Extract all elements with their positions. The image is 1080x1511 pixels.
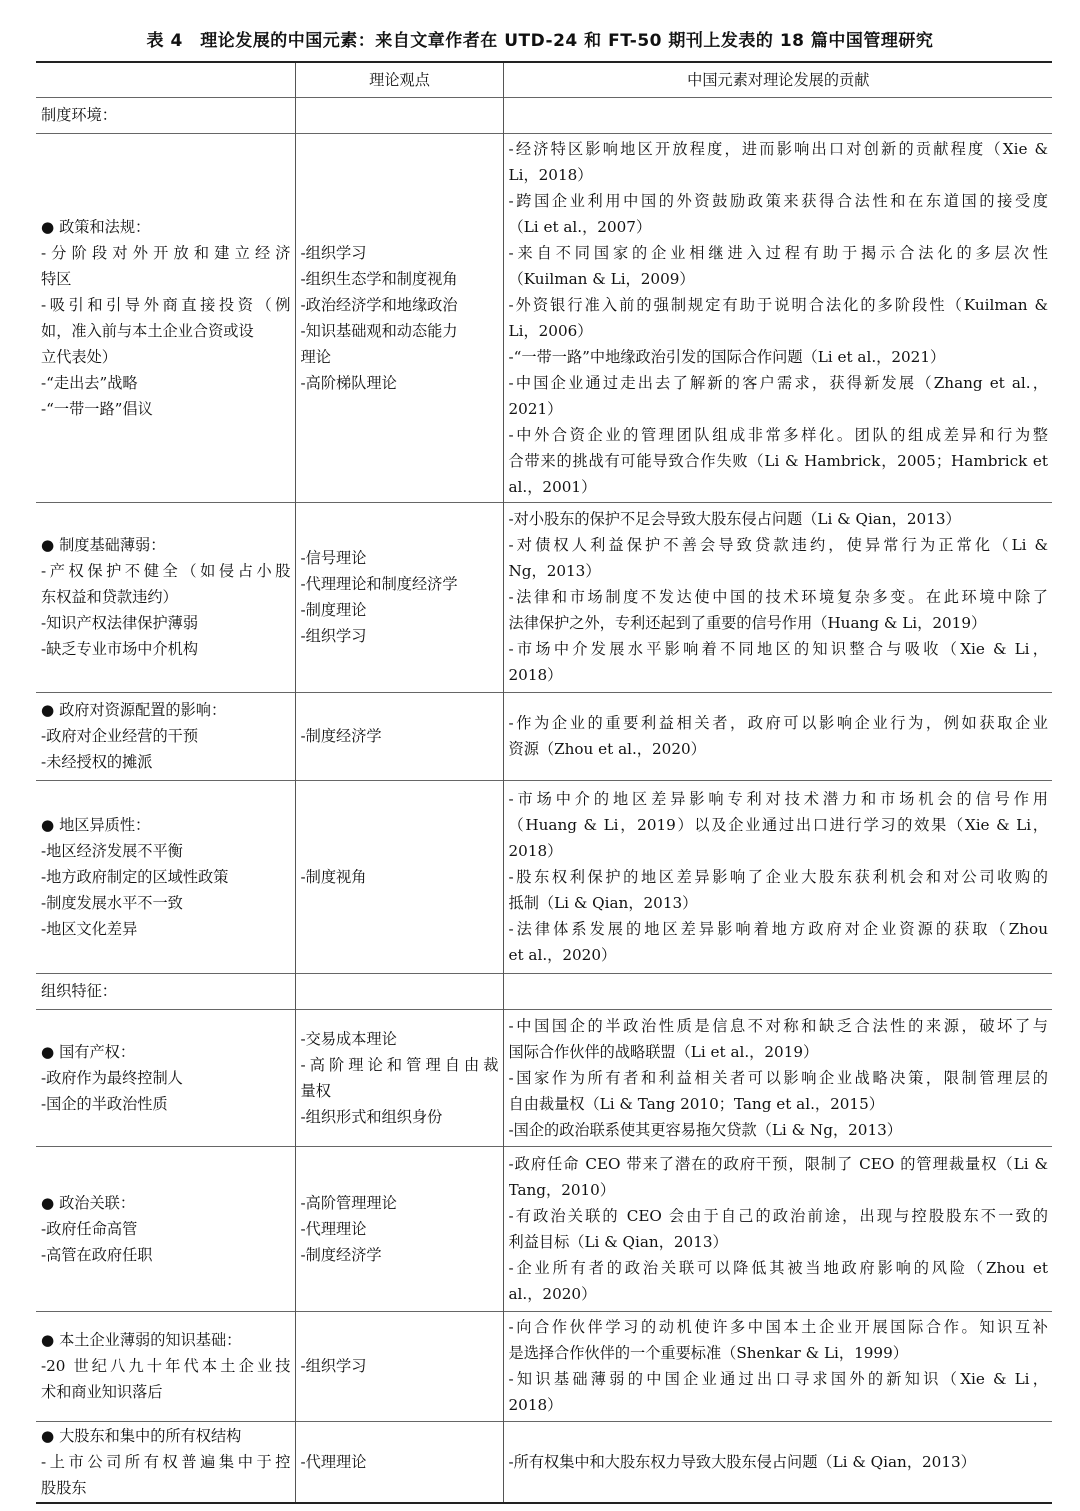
row-category [36, 502, 295, 692]
cell-line: -吸引和引导外商直接投资（例 [41, 295, 291, 314]
cell-line: 资源（Zhou et al.，2020） [508, 740, 706, 758]
row-contribution [503, 502, 1052, 692]
row-theory [295, 692, 503, 780]
cell-line: -代理理论和制度经济学 [300, 575, 458, 593]
row-theory [295, 502, 503, 692]
cell-line: 法律保护之外，专利还起到了重要的信号作用（Huang & Li，2019） [508, 614, 987, 632]
cell-line: -知识基础观和动态能力 [300, 321, 458, 340]
header-col-category [36, 62, 295, 97]
cell-line: ● 政策和法规： [41, 217, 151, 236]
cell-line: -地区文化差异 [41, 919, 138, 938]
table-title: 表 4 理论发展的中国元素：来自文章作者在 UTD-24 和 FT-50 期刊上发表的 18 篇中国管理研究 [146, 31, 934, 51]
section-row-organizational [36, 973, 1052, 1009]
table-row [36, 1009, 1052, 1146]
cell-line: 利益目标（Li & Qian，2013） [508, 1232, 728, 1251]
cell-line: -代理理论 [300, 1452, 367, 1471]
row-category [36, 1311, 295, 1421]
cell-line: -未经授权的摊派 [41, 753, 153, 771]
table-row [36, 1311, 1052, 1421]
cell-line: （Kuilman & Li，2009） [508, 269, 695, 288]
table-row [36, 133, 1052, 502]
cell-line: -组织形式和组织身份 [300, 1107, 443, 1126]
cell-line: -作为企业的重要利益相关者，政府可以影响企业行为，例如获取企业 [508, 714, 1048, 732]
section-label: 组织特征： [36, 973, 295, 1009]
cell-line: ● 本土企业薄弱的知识基础： [41, 1331, 242, 1349]
cell-line: -国企的半政治性质 [41, 1094, 168, 1113]
row-category [36, 1146, 295, 1311]
cell-line: -制度视角 [300, 867, 367, 886]
cell-line: 量权 [300, 1081, 331, 1100]
cell-line: -组织生态学和制度视角 [300, 269, 458, 288]
table-row [36, 502, 1052, 692]
cell-line: -经济特区影响地区开放程度，进而影响出口对创新的贡献程度（Xie & [508, 139, 1048, 158]
cell-line: Tang，2010） [508, 1180, 616, 1199]
cell-line: ● 政府对资源配置的影响： [41, 701, 227, 719]
header-col-contribution: 中国元素对理论发展的贡献 [503, 62, 1052, 97]
cell-line: -地区经济发展不平衡 [41, 841, 183, 860]
cell-line: al.，2020） [508, 1284, 597, 1303]
table-row [36, 780, 1052, 973]
cell-line: -法律和市场制度不发达使中国的技术环境复杂多变。在此环境中除了 [508, 588, 1048, 606]
cell-line: ● 大股东和集中的所有权结构 [41, 1426, 242, 1445]
cell-line: Ng，2013） [508, 562, 601, 580]
cell-line: （Huang & Li，2019）以及企业通过出口进行学习的效果（Xie & Li， [508, 815, 1048, 834]
table-row [36, 1146, 1052, 1311]
cell-line: -制度理论 [300, 601, 367, 619]
row-contribution [503, 133, 1052, 502]
row-theory [295, 1146, 503, 1311]
cell-line: 理论 [300, 347, 331, 366]
row-category [36, 1009, 295, 1146]
header-row [36, 62, 1052, 97]
section-row-institutional [36, 97, 1052, 133]
cell-line: 立代表处） [41, 347, 117, 366]
cell-line: -高阶管理理论 [300, 1193, 397, 1212]
cell-line: -缺乏专业市场中介机构 [41, 640, 199, 658]
header-col-theory: 理论观点 [295, 62, 503, 97]
cell-line: 2021） [508, 399, 563, 418]
cell-line: -对债权人利益保护不善会导致贷款违约，使异常行为正常化（Li & [508, 536, 1048, 554]
cell-line: 如，准入前与本土企业合资或设 [41, 321, 254, 340]
cell-line: 东权益和贷款违约） [41, 588, 178, 606]
cell-line: 合带来的挑战有可能导致合作失败（Li & Hambrick，2005；Hambrick et [508, 451, 1048, 470]
cell-line: -市场中介发展水平影响着不同地区的知识整合与吸收（Xie & Li， [508, 640, 1048, 658]
row-theory [295, 780, 503, 973]
cell-line: -地方政府制定的区域性政策 [41, 867, 229, 886]
cell-line: 抵制（Li & Qian，2013） [508, 893, 698, 912]
cell-line: -“一带一路”倡议 [41, 399, 153, 418]
cell-line: 国际合作伙伴的战略联盟（Li et al.，2019） [508, 1042, 819, 1061]
cell-line: -向合作伙伴学习的动机使许多中国本土企业开展国际合作。知识互补 [508, 1318, 1048, 1336]
cell-line: -“一带一路”中地缘政治引发的国际合作问题（Li et al.，2021） [508, 347, 946, 366]
row-category [36, 1421, 295, 1503]
row-contribution [503, 1311, 1052, 1421]
cell-line: -制度经济学 [300, 1245, 382, 1264]
research-table [36, 61, 1052, 1504]
cell-line: -产权保护不健全（如侵占小股 [41, 562, 291, 580]
cell-line: -所有权集中和大股东权力导致大股东侵占问题（Li & Qian，2013） [508, 1452, 976, 1471]
cell-line: -中国企业通过走出去了解新的客户需求，获得新发展（Zhang et al.， [508, 373, 1048, 392]
row-theory [295, 1421, 503, 1503]
cell-line: -中国国企的半政治性质是信息不对称和缺乏合法性的来源，破坏了与 [508, 1016, 1048, 1035]
row-contribution [503, 1146, 1052, 1311]
cell-line: -分阶段对外开放和建立经济 [41, 243, 291, 262]
cell-line: -有政治关联的 CEO 会由于自己的政治前途，出现与控股股东不一致的 [508, 1206, 1048, 1225]
cell-line: et al.，2020） [508, 945, 617, 964]
cell-line: -来自不同国家的企业相继进入过程有助于揭示合法化的多层次性 [508, 243, 1048, 262]
cell-line: 术和商业知识落后 [41, 1383, 163, 1401]
cell-line: -政治经济学和地缘政治 [300, 295, 458, 314]
row-category [36, 133, 295, 502]
row-contribution [503, 1009, 1052, 1146]
cell-line: -国企的政治联系使其更容易拖欠贷款（Li & Ng，2013） [508, 1120, 902, 1139]
cell-line: -政府任命高管 [41, 1219, 138, 1238]
cell-line: ● 制度基础薄弱： [41, 536, 166, 554]
cell-line: 2018） [508, 1396, 563, 1414]
cell-line: -知识产权法律保护薄弱 [41, 614, 199, 632]
cell-line: -国家作为所有者和利益相关者可以影响企业战略决策，限制管理层的 [508, 1068, 1048, 1087]
cell-line: -法律体系发展的地区差异影响着地方政府对企业资源的获取（Zhou [508, 919, 1048, 938]
cell-line: -外资银行准入前的强制规定有助于说明合法化的多阶段性（Kuilman & [508, 295, 1048, 314]
cell-line: -代理理论 [300, 1219, 367, 1238]
cell-line: -信号理论 [300, 549, 367, 567]
cell-line: -对小股东的保护不足会导致大股东侵占问题（Li & Qian，2013） [508, 510, 961, 528]
section-label: 制度环境： [36, 97, 295, 133]
cell-line: 股股东 [41, 1478, 87, 1497]
cell-line: 是选择合作伙伴的一个重要标准（Shenkar & Li，1999） [508, 1344, 908, 1362]
cell-line: Li，2006） [508, 321, 593, 340]
row-theory [295, 1009, 503, 1146]
cell-line: -高管在政府任职 [41, 1245, 153, 1264]
cell-line: -高阶梯队理论 [300, 373, 397, 392]
cell-line: -高阶理论和管理自由裁 [300, 1055, 499, 1074]
cell-line: -交易成本理论 [300, 1029, 397, 1048]
cell-line: -中外合资企业的管理团队组成非常多样化。团队的组成差异和行为整 [508, 425, 1048, 444]
cell-line: （Li et al.，2007） [508, 217, 652, 236]
cell-line: -政府作为最终控制人 [41, 1068, 183, 1087]
cell-line: -组织学习 [300, 627, 367, 645]
cell-line: -政府任命 CEO 带来了潜在的政府干预，限制了 CEO 的管理裁量权（Li & [508, 1154, 1048, 1173]
cell-line: -组织学习 [300, 243, 367, 262]
cell-line: -企业所有者的政治关联可以降低其被当地政府影响的风险（Zhou et [508, 1258, 1048, 1277]
cell-line: -制度发展水平不一致 [41, 893, 183, 912]
cell-line: ● 地区异质性： [41, 815, 151, 834]
cell-line: -市场中介的地区差异影响专利对技术潜力和市场机会的信号作用 [508, 789, 1048, 808]
row-contribution [503, 1421, 1052, 1503]
cell-line: -制度经济学 [300, 727, 382, 745]
cell-line: 2018） [508, 666, 563, 684]
row-contribution [503, 780, 1052, 973]
cell-line: ● 国有产权： [41, 1042, 136, 1061]
row-category [36, 692, 295, 780]
cell-line: -“走出去”战略 [41, 373, 138, 392]
cell-line: -股东权利保护的地区差异影响了企业大股东获利机会和对公司收购的 [508, 867, 1048, 886]
row-theory [295, 1311, 503, 1421]
cell-line: 自由裁量权（Li & Tang 2010；Tang et al.，2015） [508, 1094, 884, 1113]
cell-line: -政府对企业经营的干预 [41, 727, 199, 745]
cell-line: -20 世纪八九十年代本土企业技 [41, 1357, 291, 1375]
cell-line: al.，2001） [508, 477, 597, 496]
cell-line: ● 政治关联： [41, 1193, 136, 1212]
table-row [36, 1421, 1052, 1503]
row-contribution [503, 692, 1052, 780]
cell-line: 2018） [508, 841, 563, 860]
row-category [36, 780, 295, 973]
cell-line: Li，2018） [508, 165, 593, 184]
table-row [36, 692, 1052, 780]
cell-line: -上市公司所有权普遍集中于控 [41, 1452, 291, 1471]
cell-line: -跨国企业利用中国的外资鼓励政策来获得合法性和在东道国的接受度 [508, 191, 1048, 210]
cell-line: -知识基础薄弱的中国企业通过出口寻求国外的新知识（Xie & Li， [508, 1370, 1048, 1388]
row-theory [295, 133, 503, 502]
cell-line: -组织学习 [300, 1357, 367, 1375]
cell-line: 特区 [41, 269, 72, 288]
